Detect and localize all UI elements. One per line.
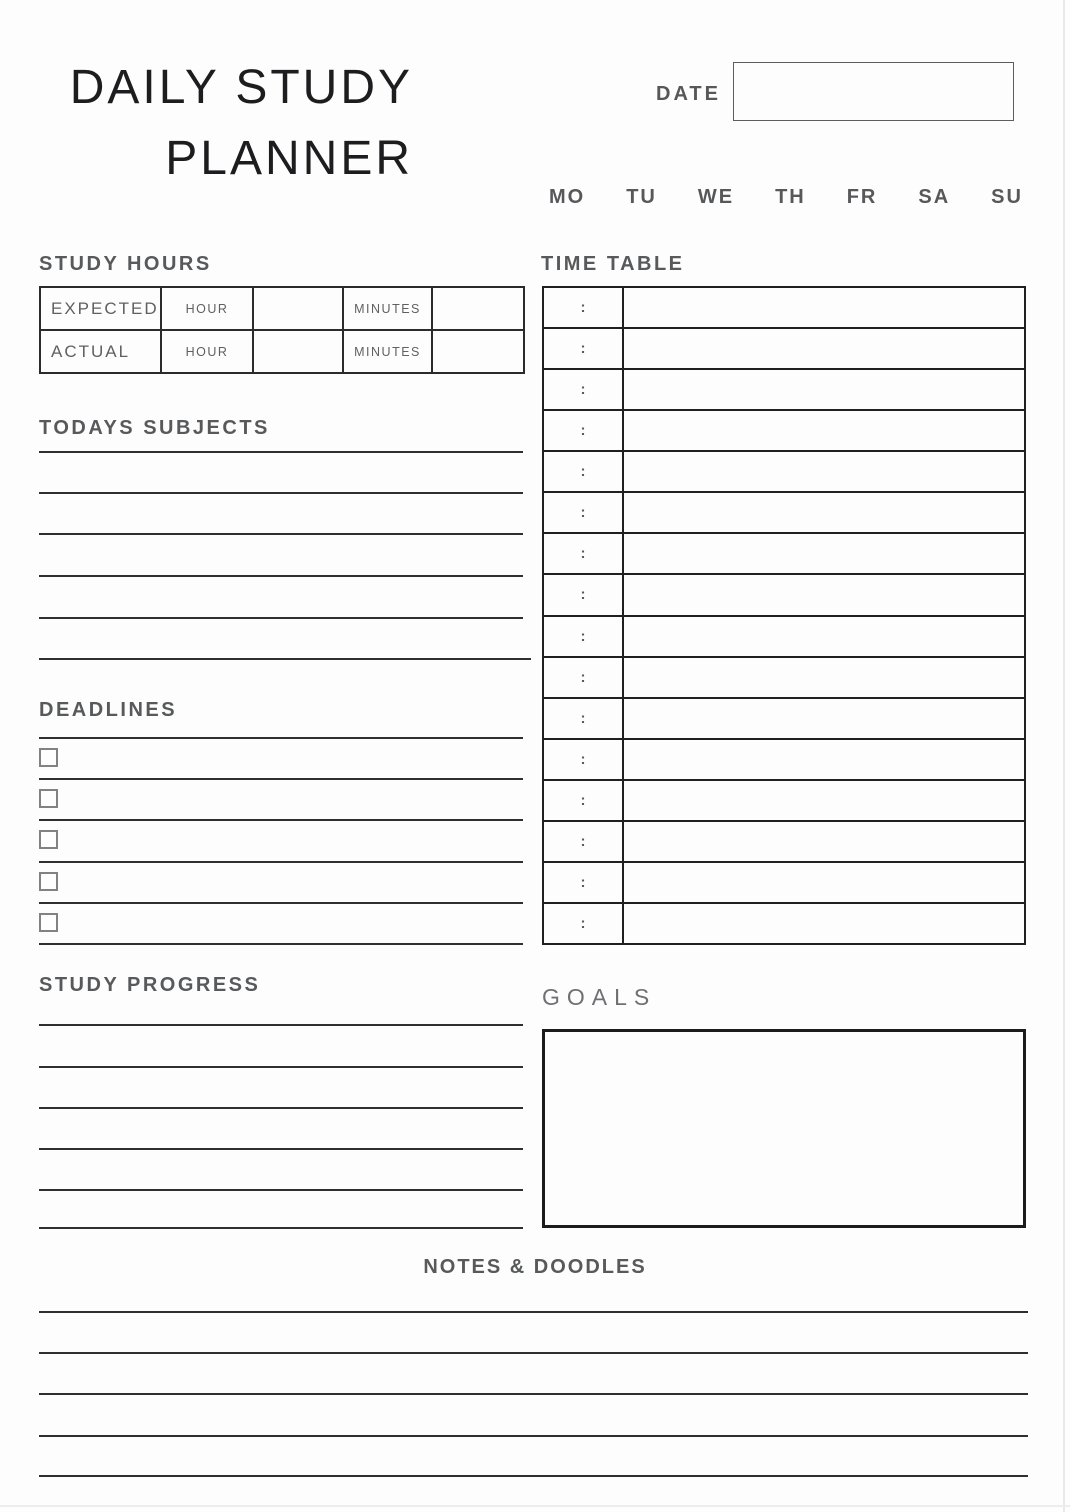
timetable-row — [543, 451, 1025, 492]
deadlines-heading: DEADLINES — [39, 699, 178, 721]
timetable-activity-cell[interactable] — [623, 821, 1025, 862]
deadline-line[interactable] — [39, 880, 523, 904]
timetable-row — [543, 821, 1025, 862]
deadline-line[interactable] — [39, 797, 523, 821]
page-edge-right — [1063, 0, 1065, 1512]
deadline-checkbox[interactable] — [39, 830, 58, 849]
time-separator: : — [580, 914, 586, 932]
timetable-time-cell[interactable] — [543, 698, 623, 739]
timetable-time-cell[interactable] — [543, 903, 623, 944]
minutes-label: MINUTES — [343, 330, 432, 373]
time-separator: : — [580, 668, 586, 686]
time-separator: : — [580, 545, 586, 563]
study-hours-row — [40, 330, 524, 373]
notes-doodles-heading: NOTES & DOODLES — [423, 1256, 647, 1278]
deadline-line[interactable] — [39, 921, 523, 945]
todays-subjects-heading: TODAYS SUBJECTS — [39, 417, 270, 439]
study-hours-row-label: EXPECTED — [40, 287, 161, 330]
timetable-activity-cell[interactable] — [623, 492, 1025, 533]
timetable-activity-cell[interactable] — [623, 328, 1025, 369]
timetable-time-cell[interactable] — [543, 862, 623, 903]
subject-line[interactable] — [39, 636, 531, 660]
study-hours-row-label: ACTUAL — [40, 330, 161, 373]
study-progress-heading: STUDY PROGRESS — [39, 974, 261, 996]
timetable-row — [543, 369, 1025, 410]
notes-line[interactable] — [39, 1330, 1028, 1354]
progress-line[interactable] — [39, 1085, 523, 1109]
deadline-checkbox[interactable] — [39, 748, 58, 767]
timetable-row — [543, 410, 1025, 451]
timetable-row — [543, 862, 1025, 903]
time-separator: : — [580, 750, 586, 768]
study-hours-body — [40, 287, 524, 373]
hour-label: HOUR — [161, 287, 253, 330]
weekday-row — [549, 186, 1023, 209]
timetable-activity-cell[interactable] — [623, 903, 1025, 944]
time-separator: : — [580, 627, 586, 645]
goals-input-box[interactable] — [542, 1029, 1026, 1228]
timetable-row — [543, 780, 1025, 821]
subject-line[interactable] — [39, 553, 523, 577]
timetable-row — [543, 657, 1025, 698]
page-title-line2: PLANNER — [165, 132, 413, 185]
deadline-line[interactable] — [39, 756, 523, 780]
timetable-time-cell[interactable] — [543, 780, 623, 821]
time-separator: : — [580, 299, 586, 317]
deadline-checkbox[interactable] — [39, 789, 58, 808]
progress-line[interactable] — [39, 1126, 523, 1150]
time-separator: : — [580, 832, 586, 850]
study-hours-heading: STUDY HOURS — [39, 253, 212, 275]
notes-line[interactable] — [39, 1371, 1028, 1395]
timetable-time-cell[interactable] — [543, 492, 623, 533]
timetable-time-cell[interactable] — [543, 533, 623, 574]
timetable-activity-cell[interactable] — [623, 533, 1025, 574]
time-separator: : — [580, 791, 586, 809]
notes-line[interactable] — [39, 1413, 1028, 1437]
deadline-checkbox[interactable] — [39, 913, 58, 932]
weekday-mo[interactable]: MO — [549, 186, 586, 208]
timetable-activity-cell[interactable] — [623, 657, 1025, 698]
subject-line[interactable] — [39, 429, 523, 453]
time-separator: : — [580, 381, 586, 399]
timetable-time-cell[interactable] — [543, 574, 623, 615]
weekday-th[interactable]: TH — [775, 186, 806, 208]
study-hours-table — [39, 286, 525, 374]
timetable-time-cell[interactable] — [543, 821, 623, 862]
deadline-line[interactable] — [39, 839, 523, 863]
page-title-line1: DAILY STUDY — [69, 61, 413, 114]
timetable-row — [543, 533, 1025, 574]
timetable-activity-cell[interactable] — [623, 369, 1025, 410]
time-separator: : — [580, 709, 586, 727]
timetable-activity-cell[interactable] — [623, 287, 1025, 328]
progress-line[interactable] — [39, 1205, 523, 1229]
timetable-activity-cell[interactable] — [623, 698, 1025, 739]
minutes-label: MINUTES — [343, 287, 432, 330]
timetable-row — [543, 574, 1025, 615]
subject-line[interactable] — [39, 595, 523, 619]
timetable-row — [543, 328, 1025, 369]
time-separator: : — [580, 422, 586, 440]
time-separator: : — [580, 463, 586, 481]
progress-line[interactable] — [39, 1167, 523, 1191]
notes-line[interactable] — [39, 1289, 1028, 1313]
timetable-time-cell[interactable] — [543, 328, 623, 369]
weekday-we[interactable]: WE — [697, 186, 735, 208]
timetable-activity-cell[interactable] — [623, 574, 1025, 615]
time-separator: : — [580, 340, 586, 358]
timetable-time-cell[interactable] — [543, 657, 623, 698]
deadlines-heading-rule — [39, 715, 523, 739]
timetable-row — [543, 698, 1025, 739]
date-label: DATE — [656, 83, 721, 105]
progress-line[interactable] — [39, 1044, 523, 1068]
timetable-row — [543, 616, 1025, 657]
timetable-time-cell[interactable] — [543, 616, 623, 657]
timetable-time-cell[interactable] — [543, 739, 623, 780]
timetable-activity-cell[interactable] — [623, 739, 1025, 780]
subject-line[interactable] — [39, 511, 523, 535]
timetable-activity-cell[interactable] — [623, 780, 1025, 821]
goals-heading: GOALS — [542, 984, 657, 1010]
weekday-sa[interactable]: SA — [918, 186, 951, 208]
hour-value-cell[interactable] — [253, 287, 343, 330]
weekday-su[interactable]: SU — [991, 186, 1023, 208]
subject-line[interactable] — [39, 470, 523, 494]
timetable-body — [543, 287, 1025, 944]
timetable-row — [543, 287, 1025, 328]
timetable-row — [543, 903, 1025, 944]
date-input-box[interactable] — [733, 62, 1014, 121]
notes-line[interactable] — [39, 1453, 1028, 1477]
deadline-checkbox[interactable] — [39, 872, 58, 891]
time-table-heading: TIME TABLE — [541, 253, 685, 275]
timetable-row — [543, 492, 1025, 533]
timetable-row — [543, 739, 1025, 780]
progress-line[interactable] — [39, 1002, 523, 1026]
time-separator: : — [580, 586, 586, 604]
minutes-value-cell[interactable] — [432, 287, 524, 330]
timetable-time-cell[interactable] — [543, 410, 623, 451]
timetable-activity-cell[interactable] — [623, 451, 1025, 492]
minutes-value-cell[interactable] — [432, 330, 524, 373]
page-edge-bottom — [0, 1505, 1070, 1507]
timetable-activity-cell[interactable] — [623, 616, 1025, 657]
timetable-activity-cell[interactable] — [623, 410, 1025, 451]
timetable-activity-cell[interactable] — [623, 862, 1025, 903]
time-separator: : — [580, 873, 586, 891]
study-hours-row — [40, 287, 524, 330]
hour-label: HOUR — [161, 330, 253, 373]
weekday-fr[interactable]: FR — [846, 186, 878, 208]
timetable-time-cell[interactable] — [543, 369, 623, 410]
time-separator: : — [580, 504, 586, 522]
timetable-time-cell[interactable] — [543, 287, 623, 328]
timetable — [542, 286, 1026, 945]
hour-value-cell[interactable] — [253, 330, 343, 373]
weekday-tu[interactable]: TU — [626, 186, 657, 208]
timetable-time-cell[interactable] — [543, 451, 623, 492]
page-title — [47, 52, 413, 194]
